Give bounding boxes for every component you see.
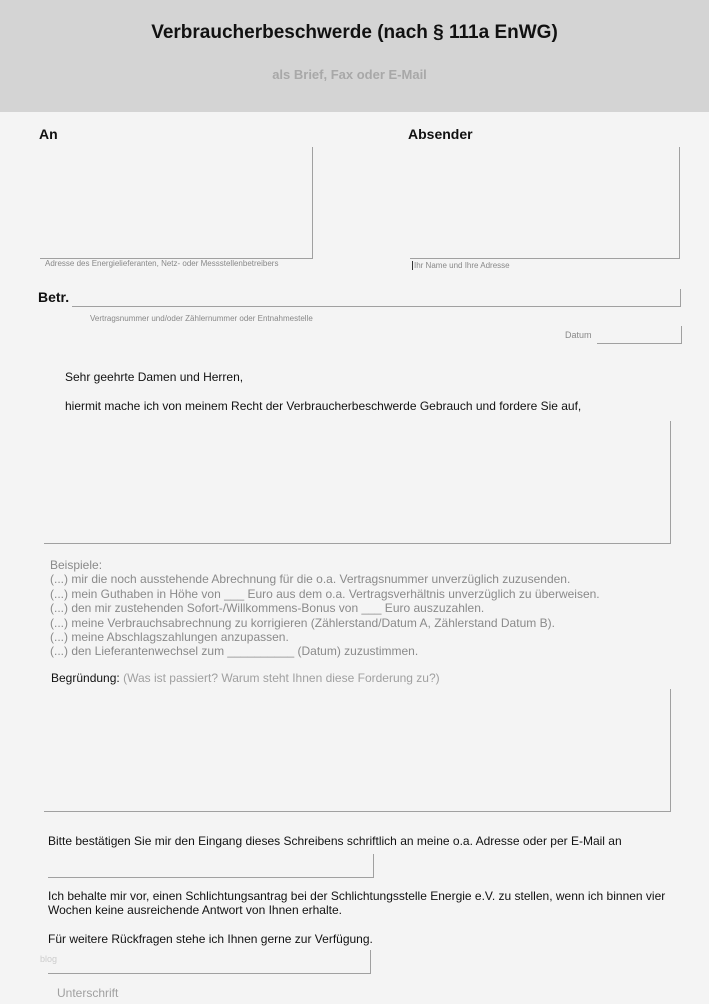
reason-label: Begründung: bbox=[51, 671, 120, 685]
example-item: (...) mein Guthaben in Höhe von ___ Euro aus dem o.a. Vertragsverhältnis unverzüglich zu überweisen. bbox=[50, 586, 600, 601]
example-item: (...) den mir zustehenden Sofort-/Willkommens-Bonus von ___ Euro auszuzahlen. bbox=[50, 601, 485, 616]
examples-list bbox=[50, 558, 600, 659]
watermark: blog bbox=[40, 954, 58, 964]
sender-address-field[interactable] bbox=[410, 147, 680, 259]
example-item: (...) den Lieferantenwechsel zum __________ (Datum) zuzustimmen. bbox=[50, 644, 419, 659]
sender-hint: Ihr Name und Ihre Adresse bbox=[414, 261, 510, 270]
examples-heading: Beispiele: bbox=[50, 558, 103, 572]
header bbox=[0, 0, 709, 112]
recipient-label: An bbox=[39, 126, 58, 142]
arbitration-text: Ich behalte mir vor, einen Schlichtungsantrag bei der Schlichtungsstelle Energie e.V. zu stellen, wenn ich binnen vier Wochen keine ausreichende Antwort von Ihnen erhalte. bbox=[48, 889, 666, 917]
intro-text: hiermit mache ich von meinem Recht der Verbraucherbeschwerde Gebrauch und fordere Sie auf, bbox=[65, 399, 582, 413]
example-item: (...) meine Verbrauchsabrechnung zu korrigieren (Zählerstand/Datum A, Zählerstand Datum B). bbox=[50, 615, 555, 630]
date-label: Datum bbox=[565, 330, 592, 340]
recipient-address-field[interactable] bbox=[40, 147, 313, 259]
subject-hint: Vertragsnummer und/oder Zählernummer oder Entnahmestelle bbox=[90, 314, 313, 323]
example-item: (...) mir die noch ausstehende Abrechnung für die o.a. Vertragsnummer unverzüglich zuzusenden. bbox=[50, 572, 571, 587]
page-title: Verbraucherbeschwerde (nach § 111a EnWG) bbox=[151, 22, 558, 43]
recipient-hint: Adresse des Energielieferanten, Netz- oder Messstellenbetreibers bbox=[45, 259, 279, 268]
closing-text: Für weitere Rückfragen stehe ich Ihnen gerne zur Verfügung. bbox=[48, 932, 373, 946]
salutation: Sehr geehrte Damen und Herren, bbox=[65, 370, 244, 384]
reason-hint: (Was ist passiert? Warum steht Ihnen diese Forderung zu?) bbox=[123, 671, 440, 685]
demand-field[interactable] bbox=[44, 421, 671, 544]
reason-field[interactable] bbox=[44, 689, 671, 812]
subject-label: Betr. bbox=[38, 289, 70, 305]
reason-heading bbox=[51, 671, 440, 685]
date-field[interactable] bbox=[597, 326, 682, 344]
confirm-text: Bitte bestätigen Sie mir den Eingang dieses Schreibens schriftlich an meine o.a. Adresse oder per E-Mail an bbox=[48, 834, 622, 848]
example-item: (...) meine Abschlagszahlungen anzupassen. bbox=[50, 630, 289, 645]
sender-label: Absender bbox=[408, 126, 473, 142]
signature-field[interactable] bbox=[48, 950, 371, 974]
subject-field[interactable] bbox=[72, 289, 681, 307]
email-field[interactable] bbox=[48, 854, 374, 878]
signature-label: Unterschrift bbox=[57, 986, 119, 1000]
page-subtitle: als Brief, Fax oder E-Mail bbox=[272, 67, 427, 82]
